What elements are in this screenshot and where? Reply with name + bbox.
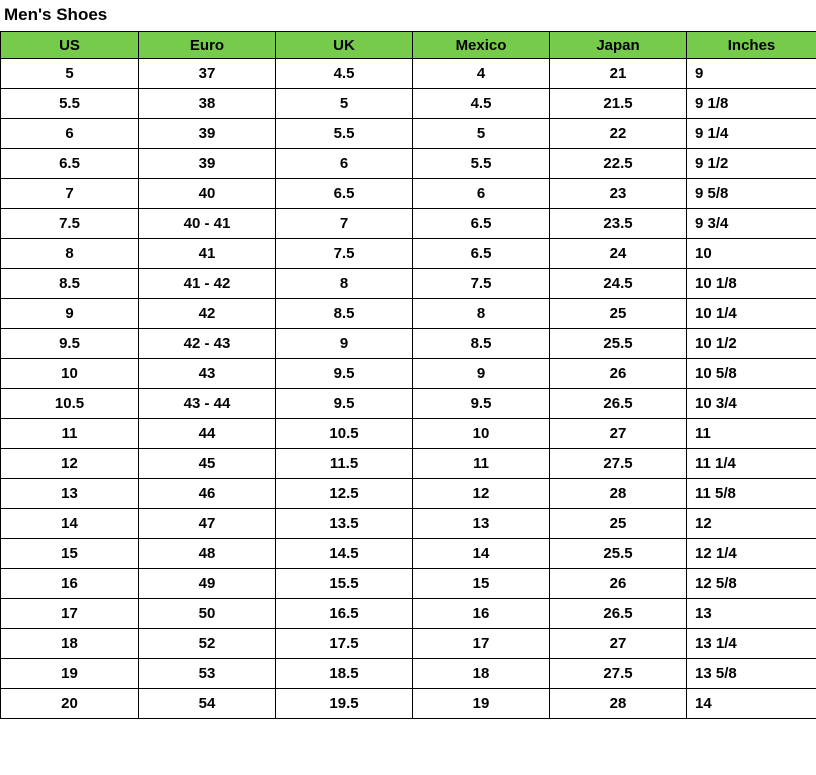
table-cell-us: 8 — [1, 239, 139, 269]
table-row — [1, 539, 816, 569]
table-cell-japan: 23 — [550, 179, 687, 209]
table-cell-mexico: 13 — [413, 509, 550, 539]
table-cell-japan: 25 — [550, 299, 687, 329]
table-cell-us: 19 — [1, 659, 139, 689]
table-cell-mexico: 5.5 — [413, 149, 550, 179]
table-cell-japan: 26 — [550, 359, 687, 389]
column-header-mexico: Mexico — [413, 32, 550, 59]
table-cell-mexico: 9 — [413, 359, 550, 389]
table-cell-inches: 10 1/2 — [687, 329, 816, 359]
page-title: Men's Shoes — [4, 5, 816, 25]
table-cell-us: 9 — [1, 299, 139, 329]
table-cell-japan: 26.5 — [550, 599, 687, 629]
table-cell-japan: 27 — [550, 629, 687, 659]
table-row — [1, 329, 816, 359]
table-row — [1, 689, 816, 719]
table-cell-japan: 21 — [550, 59, 687, 89]
table-cell-euro: 46 — [139, 479, 276, 509]
table-row — [1, 509, 816, 539]
table-header — [1, 32, 816, 59]
column-header-us: US — [1, 32, 139, 59]
table-cell-euro: 45 — [139, 449, 276, 479]
table-cell-euro: 43 - 44 — [139, 389, 276, 419]
table-cell-japan: 28 — [550, 479, 687, 509]
table-cell-euro: 42 — [139, 299, 276, 329]
table-cell-euro: 47 — [139, 509, 276, 539]
table-cell-japan: 22 — [550, 119, 687, 149]
table-cell-us: 10.5 — [1, 389, 139, 419]
table-cell-inches: 13 1/4 — [687, 629, 816, 659]
table-cell-inches: 10 — [687, 239, 816, 269]
table-cell-inches: 10 5/8 — [687, 359, 816, 389]
table-body — [1, 59, 816, 719]
table-cell-inches: 9 3/4 — [687, 209, 816, 239]
table-cell-uk: 15.5 — [276, 569, 413, 599]
table-cell-uk: 19.5 — [276, 689, 413, 719]
table-row — [1, 629, 816, 659]
table-cell-uk: 5 — [276, 89, 413, 119]
table-cell-inches: 11 — [687, 419, 816, 449]
table-row — [1, 209, 816, 239]
table-cell-uk: 4.5 — [276, 59, 413, 89]
table-cell-us: 13 — [1, 479, 139, 509]
table-cell-euro: 41 - 42 — [139, 269, 276, 299]
table-row — [1, 659, 816, 689]
table-cell-uk: 7.5 — [276, 239, 413, 269]
table-cell-euro: 42 - 43 — [139, 329, 276, 359]
table-row — [1, 449, 816, 479]
table-cell-mexico: 15 — [413, 569, 550, 599]
table-cell-japan: 27 — [550, 419, 687, 449]
table-cell-uk: 13.5 — [276, 509, 413, 539]
table-cell-japan: 23.5 — [550, 209, 687, 239]
table-cell-japan: 25 — [550, 509, 687, 539]
table-cell-euro: 40 - 41 — [139, 209, 276, 239]
table-cell-us: 5.5 — [1, 89, 139, 119]
table-cell-us: 6.5 — [1, 149, 139, 179]
table-cell-uk: 18.5 — [276, 659, 413, 689]
column-header-euro: Euro — [139, 32, 276, 59]
table-header-row — [1, 32, 816, 59]
table-cell-euro: 38 — [139, 89, 276, 119]
table-row — [1, 419, 816, 449]
table-cell-euro: 39 — [139, 119, 276, 149]
table-cell-japan: 25.5 — [550, 539, 687, 569]
table-cell-inches: 9 1/8 — [687, 89, 816, 119]
table-cell-uk: 8.5 — [276, 299, 413, 329]
table-cell-euro: 44 — [139, 419, 276, 449]
table-cell-inches: 9 5/8 — [687, 179, 816, 209]
table-cell-uk: 10.5 — [276, 419, 413, 449]
column-header-uk: UK — [276, 32, 413, 59]
shoe-size-table — [0, 31, 816, 719]
size-chart-page — [0, 5, 816, 719]
table-cell-uk: 17.5 — [276, 629, 413, 659]
table-cell-inches: 10 3/4 — [687, 389, 816, 419]
table-row — [1, 179, 816, 209]
table-cell-euro: 37 — [139, 59, 276, 89]
table-cell-uk: 11.5 — [276, 449, 413, 479]
table-row — [1, 269, 816, 299]
table-cell-mexico: 6.5 — [413, 209, 550, 239]
table-cell-mexico: 12 — [413, 479, 550, 509]
table-cell-japan: 27.5 — [550, 659, 687, 689]
table-row — [1, 149, 816, 179]
table-cell-us: 14 — [1, 509, 139, 539]
table-cell-mexico: 5 — [413, 119, 550, 149]
table-cell-inches: 10 1/4 — [687, 299, 816, 329]
table-cell-us: 8.5 — [1, 269, 139, 299]
table-row — [1, 359, 816, 389]
table-cell-us: 9.5 — [1, 329, 139, 359]
table-cell-euro: 39 — [139, 149, 276, 179]
table-row — [1, 479, 816, 509]
table-cell-uk: 8 — [276, 269, 413, 299]
table-cell-mexico: 11 — [413, 449, 550, 479]
table-cell-us: 18 — [1, 629, 139, 659]
table-cell-mexico: 4.5 — [413, 89, 550, 119]
table-cell-us: 5 — [1, 59, 139, 89]
table-cell-japan: 24.5 — [550, 269, 687, 299]
table-cell-us: 15 — [1, 539, 139, 569]
table-row — [1, 89, 816, 119]
table-cell-uk: 6 — [276, 149, 413, 179]
table-cell-mexico: 14 — [413, 539, 550, 569]
table-cell-japan: 21.5 — [550, 89, 687, 119]
table-cell-mexico: 8.5 — [413, 329, 550, 359]
table-cell-inches: 12 1/4 — [687, 539, 816, 569]
table-cell-us: 6 — [1, 119, 139, 149]
table-cell-uk: 9.5 — [276, 389, 413, 419]
table-cell-inches: 10 1/8 — [687, 269, 816, 299]
table-cell-inches: 9 1/2 — [687, 149, 816, 179]
table-row — [1, 569, 816, 599]
table-cell-euro: 43 — [139, 359, 276, 389]
table-cell-japan: 22.5 — [550, 149, 687, 179]
table-row — [1, 599, 816, 629]
table-cell-japan: 26.5 — [550, 389, 687, 419]
table-cell-mexico: 6.5 — [413, 239, 550, 269]
table-cell-japan: 25.5 — [550, 329, 687, 359]
table-cell-us: 17 — [1, 599, 139, 629]
table-row — [1, 389, 816, 419]
table-cell-uk: 9 — [276, 329, 413, 359]
table-cell-mexico: 16 — [413, 599, 550, 629]
table-cell-mexico: 18 — [413, 659, 550, 689]
table-cell-mexico: 17 — [413, 629, 550, 659]
table-cell-euro: 53 — [139, 659, 276, 689]
table-cell-euro: 41 — [139, 239, 276, 269]
table-cell-uk: 12.5 — [276, 479, 413, 509]
table-cell-us: 10 — [1, 359, 139, 389]
column-header-japan: Japan — [550, 32, 687, 59]
table-cell-japan: 27.5 — [550, 449, 687, 479]
table-cell-euro: 49 — [139, 569, 276, 599]
table-cell-uk: 7 — [276, 209, 413, 239]
table-cell-us: 16 — [1, 569, 139, 599]
table-cell-japan: 28 — [550, 689, 687, 719]
table-cell-mexico: 6 — [413, 179, 550, 209]
table-cell-inches: 14 — [687, 689, 816, 719]
table-cell-inches: 11 5/8 — [687, 479, 816, 509]
table-cell-mexico: 8 — [413, 299, 550, 329]
table-cell-uk: 14.5 — [276, 539, 413, 569]
table-cell-inches: 13 — [687, 599, 816, 629]
table-cell-uk: 16.5 — [276, 599, 413, 629]
table-row — [1, 239, 816, 269]
table-cell-us: 11 — [1, 419, 139, 449]
table-cell-euro: 54 — [139, 689, 276, 719]
table-cell-us: 20 — [1, 689, 139, 719]
table-cell-japan: 26 — [550, 569, 687, 599]
table-cell-euro: 50 — [139, 599, 276, 629]
table-cell-us: 7.5 — [1, 209, 139, 239]
table-cell-inches: 13 5/8 — [687, 659, 816, 689]
table-cell-mexico: 4 — [413, 59, 550, 89]
table-cell-us: 12 — [1, 449, 139, 479]
table-cell-inches: 12 — [687, 509, 816, 539]
table-cell-mexico: 19 — [413, 689, 550, 719]
table-cell-euro: 52 — [139, 629, 276, 659]
table-cell-mexico: 9.5 — [413, 389, 550, 419]
table-cell-mexico: 7.5 — [413, 269, 550, 299]
table-row — [1, 299, 816, 329]
table-cell-uk: 6.5 — [276, 179, 413, 209]
table-cell-inches: 9 — [687, 59, 816, 89]
column-header-inches: Inches — [687, 32, 816, 59]
table-cell-euro: 40 — [139, 179, 276, 209]
table-cell-inches: 11 1/4 — [687, 449, 816, 479]
table-cell-uk: 9.5 — [276, 359, 413, 389]
table-cell-uk: 5.5 — [276, 119, 413, 149]
table-row — [1, 59, 816, 89]
table-cell-us: 7 — [1, 179, 139, 209]
table-cell-japan: 24 — [550, 239, 687, 269]
table-row — [1, 119, 816, 149]
table-cell-mexico: 10 — [413, 419, 550, 449]
table-cell-euro: 48 — [139, 539, 276, 569]
table-cell-inches: 9 1/4 — [687, 119, 816, 149]
table-cell-inches: 12 5/8 — [687, 569, 816, 599]
